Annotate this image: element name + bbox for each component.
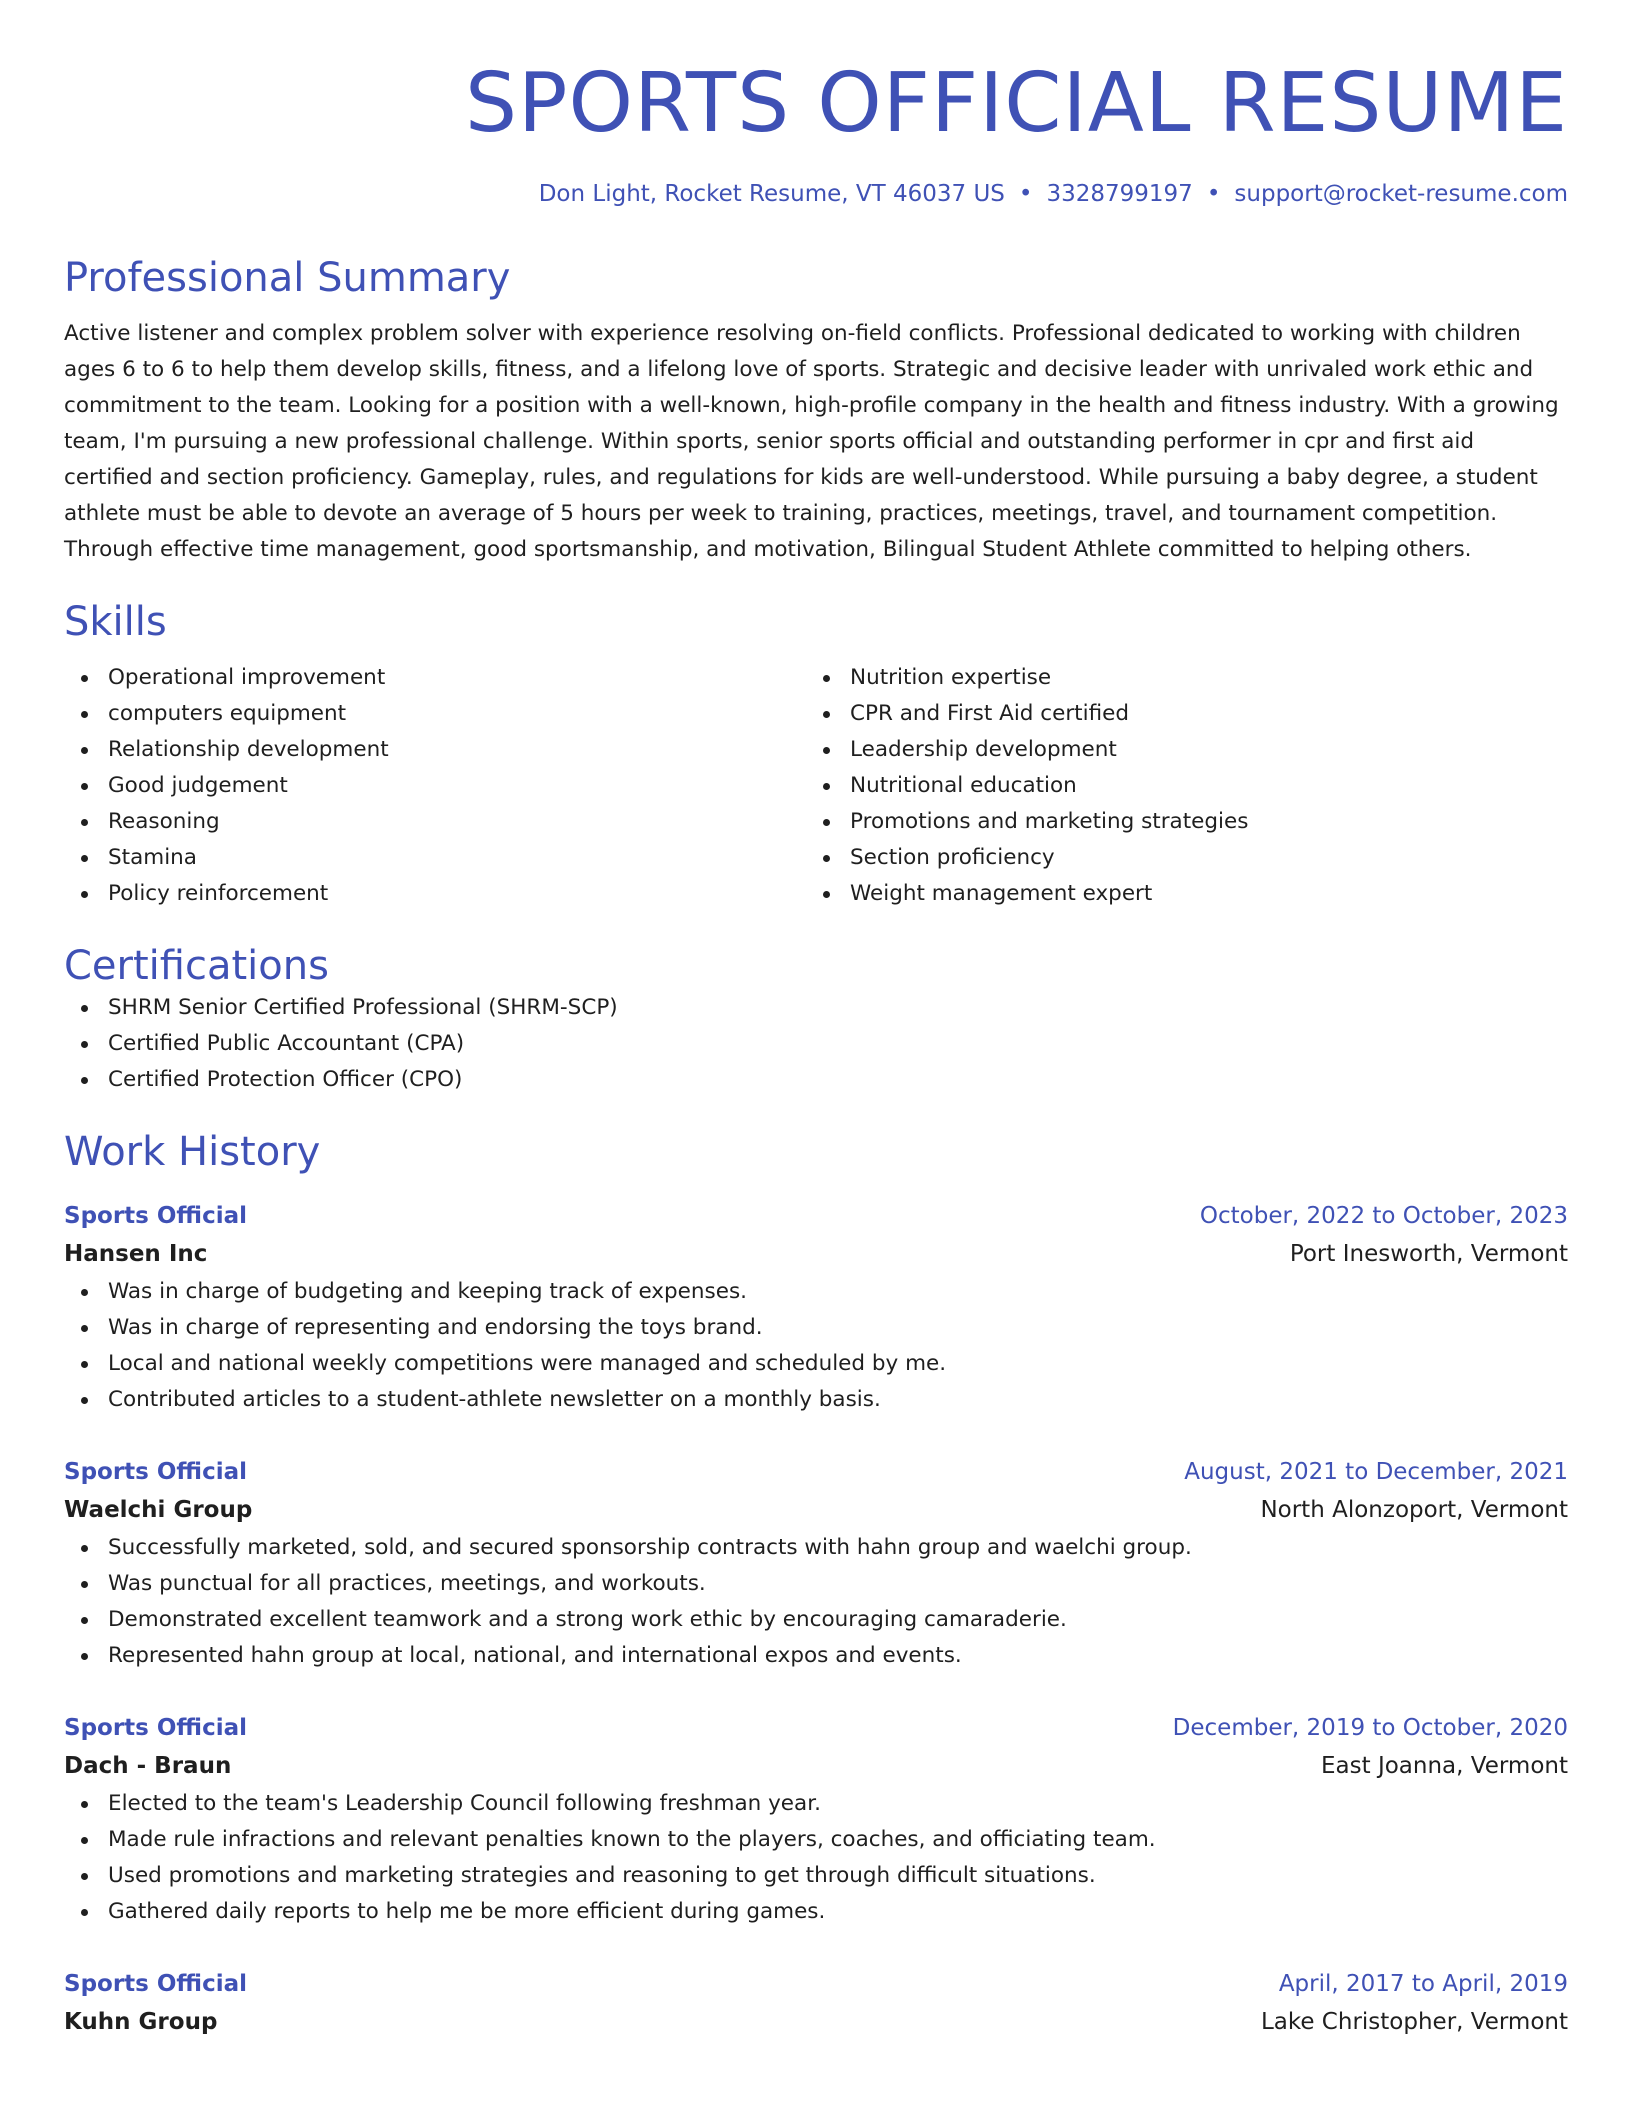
summary-text: Active listener and complex problem solver with experience resolving on-field conflicts. Professional dedicated to working with children ages 6 to 6 to help them develop skills, fitness, and a lifelong love of sports. Strategic and decisive leader with unrivaled work ethic and commitment to the team. Looking for a position with a well-known, high-profile company in the health and fitness industry. With a growing team, I'm pursuing a new professional challenge. Within sports, senior sports official and outstanding performer in cpr and first aid certified and section proficiency. Gameplay, rules, and regulations for kids are well-understood. While pursuing a baby degree, a student athlete must be able to devote an average of 5 hours per week to training, practices, meetings, travel, and tournament competition. Through effective time management, good sportsmanship, and motivation, Bilingual Student Athlete committed to helping others. [64,321,1559,562]
skill-item: Leadership development [806,732,1548,768]
skill-item: Stamina [64,840,806,876]
job-title: Sports Official [64,1459,247,1485]
contact-email[interactable]: support@rocket-resume.com [1234,181,1568,207]
job-header-row [64,1198,1568,1234]
skill-item: Policy reinforcement [64,876,806,912]
skill-item: Weight management expert [806,876,1548,912]
contact-line [64,178,1568,210]
job-duties-list [64,1786,1568,1930]
job-duty: Was in charge of budgeting and keeping track of expenses. [64,1274,1568,1310]
work-history-heading: Work History [64,1129,321,1175]
job-duty: Made rule infractions and relevant penalties known to the players, coaches, and officiating team. [64,1822,1568,1858]
skill-item: Operational improvement [64,660,806,696]
job-duty: Was punctual for all practices, meetings, and workouts. [64,1566,1568,1602]
job-duty: Gathered daily reports to help me be more efficient during games. [64,1894,1568,1930]
contact-separator: • [1206,181,1221,207]
skills-column-right [806,660,1548,912]
certifications-list [64,990,1568,1098]
certification-item: Certified Protection Officer (CPO) [64,1062,1568,1098]
job-duties-list [64,1530,1568,1674]
job-company-row [64,1746,1568,1786]
summary-heading: Professional Summary [64,255,511,301]
job-entry [64,1198,1568,1418]
job-header-row [64,1966,1568,2002]
job-duty: Local and national weekly competitions were managed and scheduled by me. [64,1346,1568,1382]
resume-title: SPORTS OFFICIAL RESUME [464,56,1568,151]
contact-phone[interactable]: 3328799197 [1046,181,1193,207]
job-company: Hansen Inc [64,1241,208,1267]
skills-list-left [64,660,806,912]
job-company: Waelchi Group [64,1497,253,1523]
job-title: Sports Official [64,1715,247,1741]
skill-item: CPR and First Aid certified [806,696,1548,732]
job-title: Sports Official [64,1971,247,1997]
job-header-row [64,1710,1568,1746]
job-dates: August, 2021 to December, 2021 [1184,1459,1568,1485]
job-location: North Alonzoport, Vermont [1260,1497,1568,1523]
job-location: Port Inesworth, Vermont [1289,1241,1568,1267]
job-duty: Used promotions and marketing strategies and reasoning to get through difficult situations. [64,1858,1568,1894]
job-dates: April, 2017 to April, 2019 [1278,1971,1568,1997]
skill-item: Relationship development [64,732,806,768]
job-title: Sports Official [64,1203,247,1229]
certifications-heading: Certifications [64,943,329,989]
skills-heading: Skills [64,599,167,645]
job-duties-list [64,1274,1568,1418]
certification-item: SHRM Senior Certified Professional (SHRM-SCP) [64,990,1568,1026]
skills-column-left [64,660,806,912]
job-header-row [64,1454,1568,1490]
skills-list-right [806,660,1548,912]
job-location: Lake Christopher, Vermont [1260,2009,1568,2035]
job-company-row [64,2002,1568,2042]
job-dates: December, 2019 to October, 2020 [1172,1715,1568,1741]
job-duty: Elected to the team's Leadership Council following freshman year. [64,1786,1568,1822]
skill-item: Nutritional education [806,768,1548,804]
skill-item: computers equipment [64,696,806,732]
job-duty: Was in charge of representing and endorsing the toys brand. [64,1310,1568,1346]
skill-item: Nutrition expertise [806,660,1548,696]
job-duty: Successfully marketed, sold, and secured sponsorship contracts with hahn group and waelchi group. [64,1530,1568,1566]
job-entry [64,1454,1568,1674]
job-entry [64,1710,1568,1930]
job-entry [64,1966,1568,2042]
skill-item: Promotions and marketing strategies [806,804,1548,840]
contact-address: Don Light, Rocket Resume, VT 46037 US [538,181,1005,207]
job-company-row [64,1234,1568,1274]
job-location: East Joanna, Vermont [1321,1753,1568,1779]
job-duty: Demonstrated excellent teamwork and a strong work ethic by encouraging camaraderie. [64,1602,1568,1638]
job-duty: Represented hahn group at local, national, and international expos and events. [64,1638,1568,1674]
skill-item: Good judgement [64,768,806,804]
job-company: Kuhn Group [64,2009,218,2035]
skills-grid [64,660,1568,912]
job-company-row [64,1490,1568,1530]
skill-item: Reasoning [64,804,806,840]
job-company: Dach - Braun [64,1753,232,1779]
job-duty: Contributed articles to a student-athlete newsletter on a monthly basis. [64,1382,1568,1418]
skill-item: Section proficiency [806,840,1548,876]
certification-item: Certified Public Accountant (CPA) [64,1026,1568,1062]
contact-separator: • [1018,181,1033,207]
job-dates: October, 2022 to October, 2023 [1199,1203,1568,1229]
